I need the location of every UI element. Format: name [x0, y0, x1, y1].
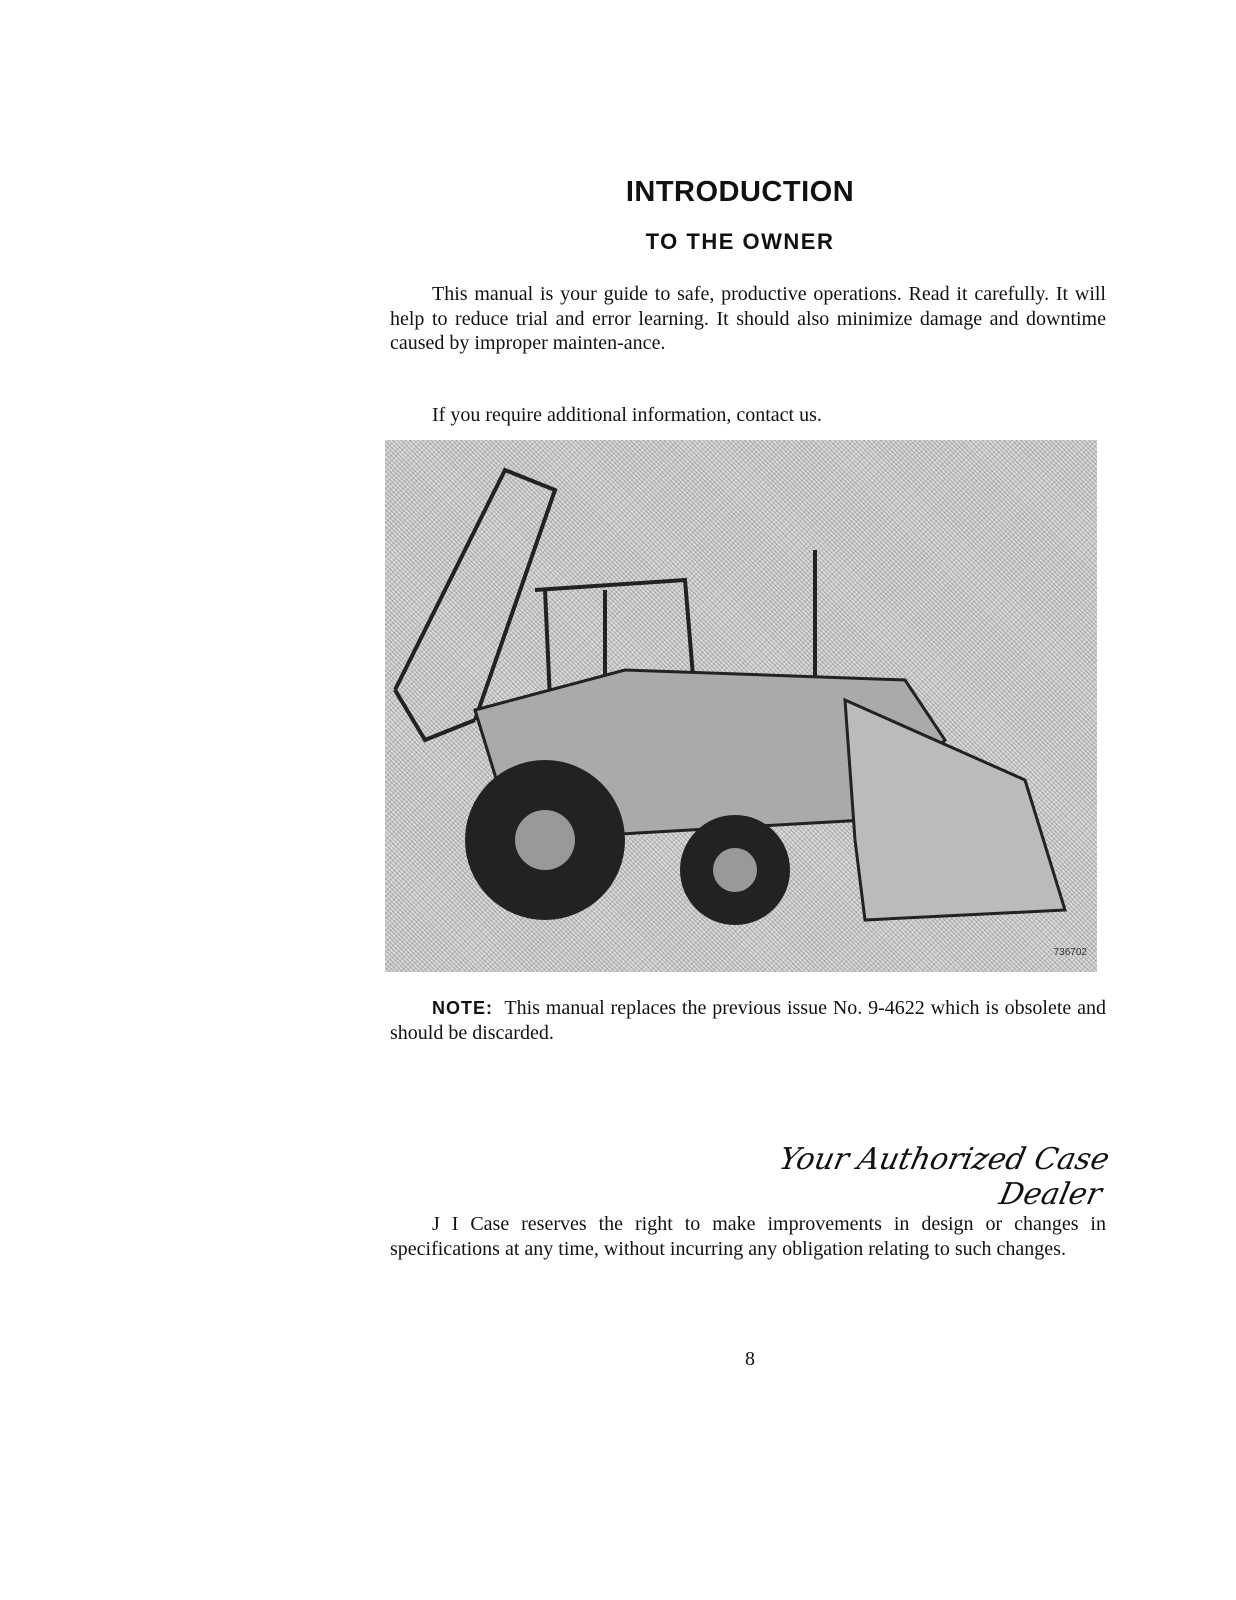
page-title: INTRODUCTION	[625, 176, 855, 208]
backhoe-loader-photo	[385, 440, 1097, 972]
backhoe-loader-illustration	[385, 440, 1097, 972]
page-subtitle: TO THE OWNER	[645, 229, 835, 254]
figure-number: 736702	[1053, 947, 1087, 958]
dealer-signature: Your Authorized Case Dealer	[775, 1142, 1113, 1212]
note-label: NOTE:	[432, 998, 493, 1018]
disclaimer-paragraph: J I Case reserves the right to make improvements in design or changes in specifications at any time, without incurring any obligation relating to such changes.	[390, 1213, 1106, 1260]
note-text: This manual replaces the previous issue No. 9-4622 which is obsolete and should be discarded.	[390, 997, 1106, 1044]
note-paragraph	[390, 996, 1106, 1045]
intro-paragraph: This manual is your guide to safe, productive operations. Read it carefully. It will help to reduce trial and error learning. It should also minimize damage and downtime caused by improper mainten-ance.	[390, 283, 1106, 354]
contact-paragraph: If you require additional information, contact us.	[432, 404, 822, 426]
page-number: 8	[745, 1348, 755, 1370]
